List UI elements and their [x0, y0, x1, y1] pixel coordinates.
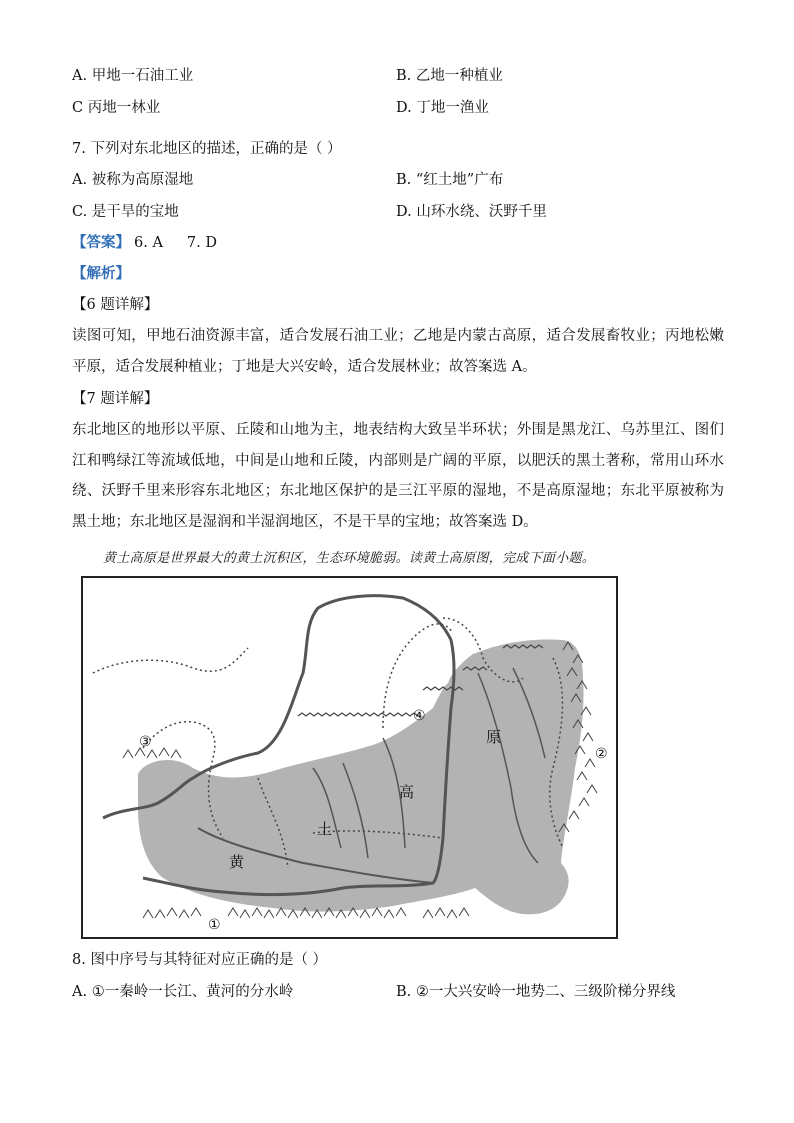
answer-value-7: 7. D — [186, 235, 217, 251]
q6-option-b: B. 乙地一种植业 — [396, 68, 503, 84]
detail-6-heading: 【6 题详解】 — [72, 297, 159, 313]
map-label-tu: 土 — [317, 820, 333, 838]
answer-tag: 【答案】 — [72, 234, 130, 251]
answer-value-6: 6. A — [134, 235, 163, 251]
analysis-tag: 【解析】 — [72, 265, 130, 282]
q7-option-b: B. “红土地”广布 — [396, 172, 504, 188]
map-label-huang: 黄 — [229, 853, 245, 871]
detail-7-heading: 【7 题详解】 — [72, 391, 159, 407]
map-graphic — [83, 578, 616, 937]
marker-3: ③ — [139, 734, 152, 750]
q8-stem: 8. 图中序号与其特征对应正确的是（ ） — [72, 952, 328, 968]
q7-stem: 7. 下列对东北地区的描述，正确的是（ ） — [72, 141, 342, 157]
map-label-gao: 高 — [399, 783, 415, 801]
q6-option-c: C 丙地一林业 — [72, 100, 161, 116]
helan-mountains — [123, 748, 181, 758]
answer-line — [72, 233, 217, 253]
marker-1: ① — [208, 917, 221, 933]
marker-2: ② — [595, 746, 608, 762]
q6-option-d: D. 丁地一渔业 — [396, 100, 489, 116]
q6-option-a: A. 甲地一石油工业 — [72, 68, 194, 84]
marker-4: ④ — [413, 708, 426, 724]
q8-option-b: B. ②一大兴安岭一地势二、三级阶梯分界线 — [396, 984, 676, 1000]
detail-7-text: 东北地区的地形以平原、丘陵和山地为主，地表结构大致呈半环状；外围是黑龙江、乌苏里江、图们江和鸭绿江等流域低地，中间是山地和丘陵，内部则是广阔的平原，以肥沃的黑土著称，常用山环水绕、沃野千里来形容东北地区；东北地区保护的是三江平原的湿地，不是高原湿地；东北平原被称为黑土地；东北地区是湿润和半湿润地区，不是干旱的宝地；故答案选 D。 — [72, 422, 724, 530]
map-label-yuan: 原 — [486, 728, 502, 746]
q7-option-a: A. 被称为高原湿地 — [72, 172, 194, 188]
loess-plateau-map — [81, 576, 618, 939]
qinling-mountains — [143, 908, 469, 918]
detail-6-text: 读图可知，甲地石油资源丰富，适合发展石油工业；乙地是内蒙古高原，适合发展畜牧业；丙地松嫩平原，适合发展种植业；丁地是大兴安岭，适合发展林业；故答案选 A。 — [72, 328, 724, 375]
q7-option-d: D. 山环水绕、沃野千里 — [396, 204, 547, 220]
q7-option-c: C. 是干旱的宝地 — [72, 204, 179, 220]
q8-option-a: A. ①一秦岭一长江、黄河的分水岭 — [72, 984, 294, 1000]
map-intro: 黄土高原是世界最大的黄土沉积区，生态环境脆弱。读黄土高原图，完成下面小题。 — [103, 551, 596, 566]
